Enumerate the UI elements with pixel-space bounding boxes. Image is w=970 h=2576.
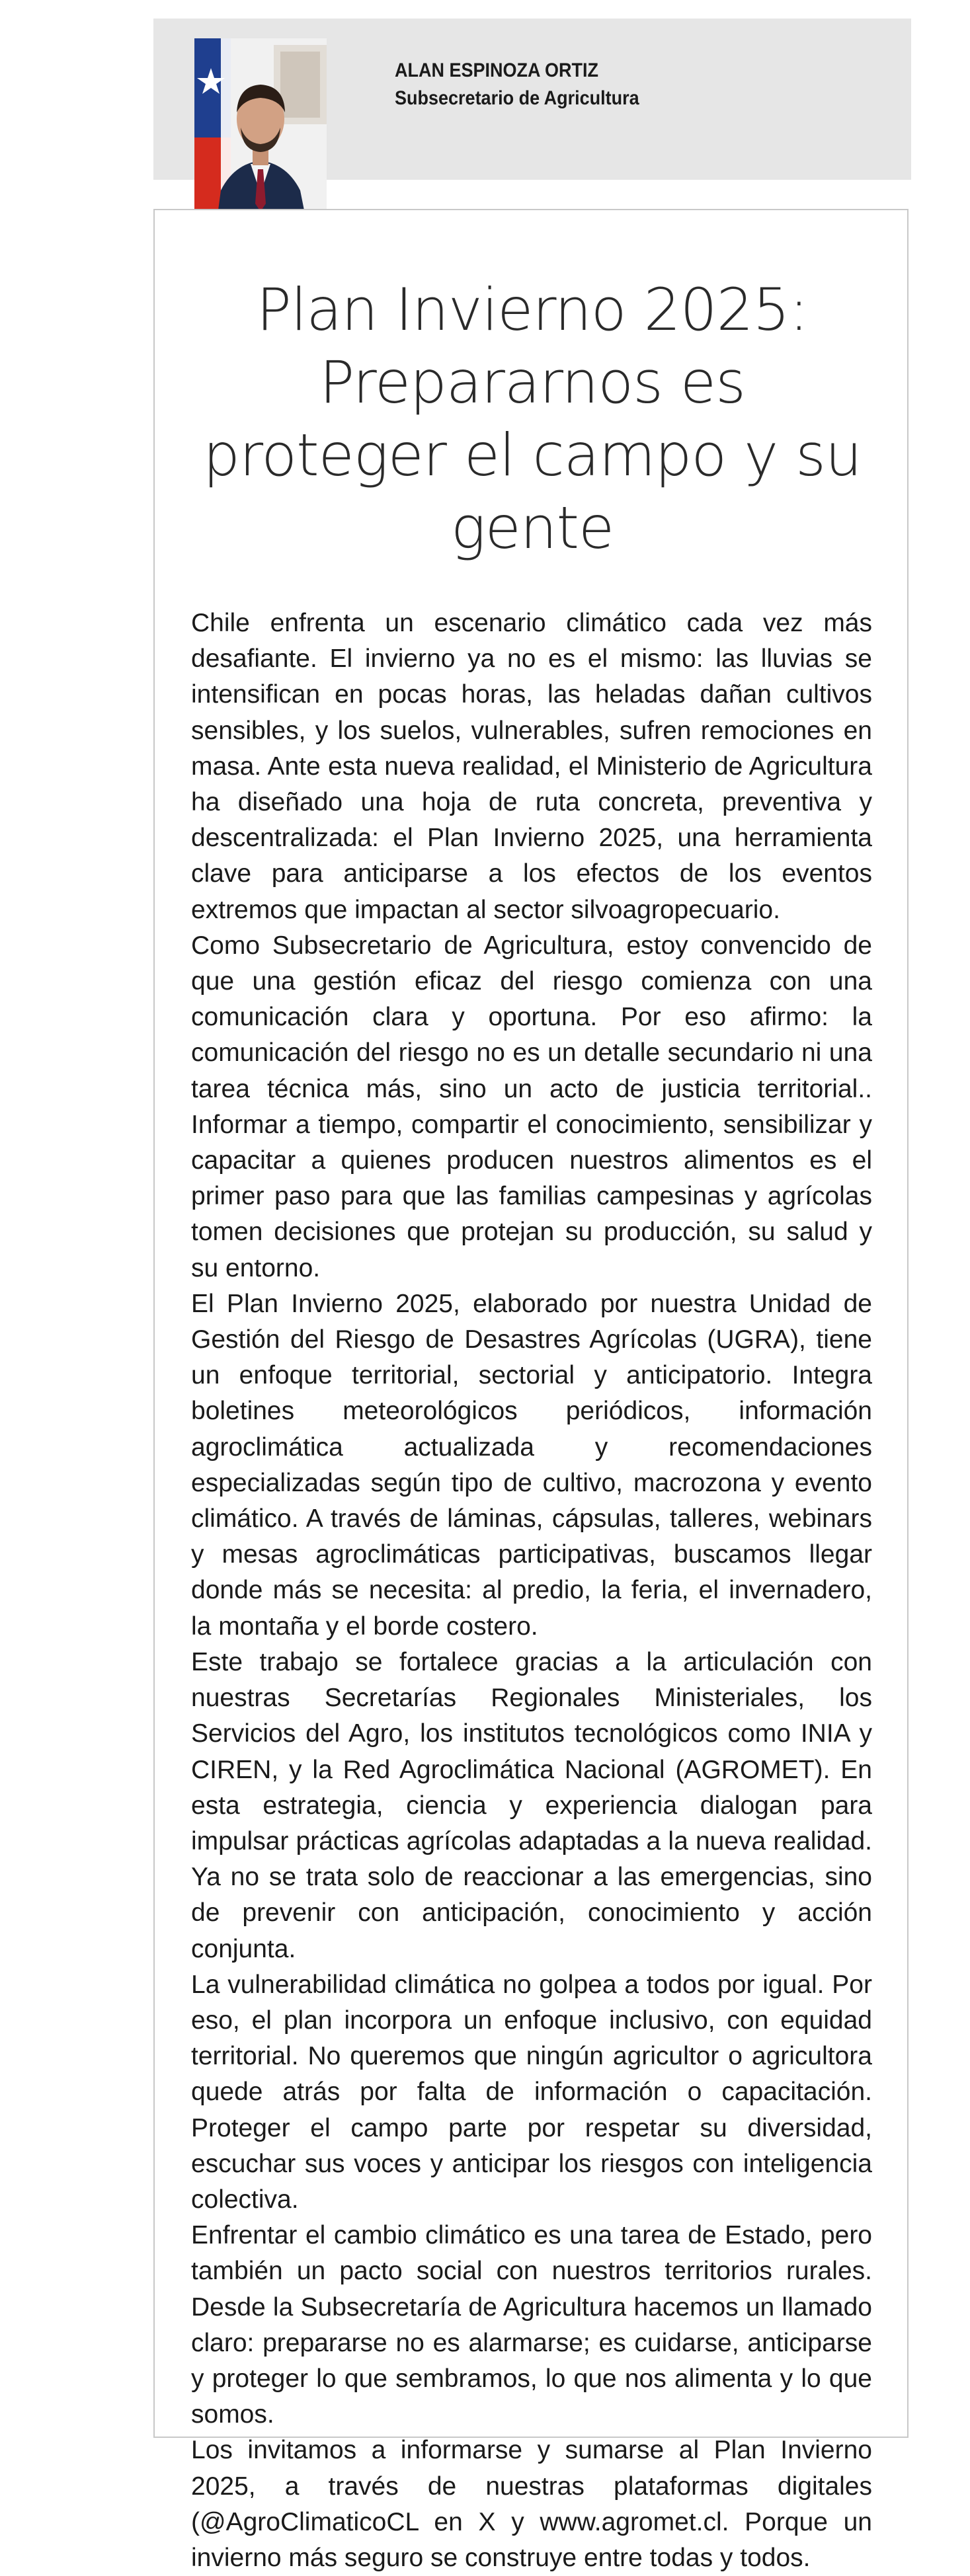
article-box: [153, 209, 909, 2572]
author-name: ALAN ESPINOZA ORTIZ: [395, 59, 598, 81]
paragraph: Enfrentar el cambio climático es una tarea de Estado, pero también un pacto social con nuestros territorios rurales. Desde la Subsecretaría de Agricultura hacemos un llamado claro: prepararse no es alarmarse; es cuidarse, anticiparse y proteger lo que sembramos, lo que nos alimenta y lo que somos.: [191, 2221, 872, 2429]
paragraph: Como Subsecretario de Agricultura, estoy convencido de que una gestión eficaz del riesgo comienza con una comunicación clara y oportuna. Por eso afirmo: la comunicación del riesgo no es un detalle secundario ni una tarea técnica más, sino un acto de justicia territorial.. Informar a tiempo, compartir el conocimiento, sensibilizar y capacitar a quienes producen nuestros alimentos es el primer paso para que las familias campesinas y agrícolas tomen decisiones que protejan su producción, su salud y su entorno.: [191, 931, 872, 1282]
author-role: Subsecretario de Agricultura: [395, 87, 639, 109]
author-block: [395, 59, 667, 110]
article-body: [191, 605, 872, 2576]
paragraph: La vulnerabilidad climática no golpea a todos por igual. Por eso, el plan incorpora un enfoque inclusivo, con equidad territorial. No queremos que ningún agricultor o agricultora quede atrás por falta de información o capacitación. Proteger el campo parte por respetar su diversidad, escuchar sus voces y anticipar los riesgos con inteligencia colectiva.: [191, 1970, 872, 2214]
paragraph: Los invitamos a informarse y sumarse al Plan Invierno 2025, a través de nuestras plataformas digitales (@AgroClimaticoCL en X y www.agromet.cl. Porque un invierno más seguro se construye entre todas y todos.: [191, 2436, 872, 2572]
article-title: Plan Invierno 2025: Prepararnos es proteger el campo y su gente: [203, 276, 862, 562]
paragraph: El Plan Invierno 2025, elaborado por nuestra Unidad de Gestión del Riesgo de Desastres Agrícolas (UGRA), tiene un enfoque territorial, sectorial y anticipatorio. Integra boletines meteorológicos periódicos, información agroclimática actualizada y recomendaciones especializadas según tipo de cultivo, macrozona y evento climático. A través de láminas, cápsulas, talleres, webinars y mesas agroclimáticas participativas, buscamos llegar donde más se necesita: al predio, la feria, el invernadero, la montaña y el borde costero.: [191, 1289, 872, 1641]
paragraph: Este trabajo se fortalece gracias a la articulación con nuestras Secretarías Regionales Ministeriales, los Servicios del Agro, los institutos tecnológicos como INIA y CIREN, y la Red Agroclimática Nacional (AGROMET). En esta estrategia, ciencia y experiencia dialogan para impulsar prácticas agrícolas adaptadas a la nueva realidad. Ya no se trata solo de reaccionar a las emergencias, sino de prevenir con anticipación, conocimiento y acción conjunta.: [191, 1647, 872, 1963]
paragraph: Chile enfrenta un escenario climático cada vez más desafiante. El invierno ya no es el mismo: las lluvias se intensifican en pocas horas, las heladas dañan cultivos sensibles, y los suelos, vulnerables, sufren remociones en masa. Ante esta nueva realidad, el Ministerio de Agricultura ha diseñado una hoja de ruta concreta, preventiva y descentralizada: el Plan Invierno 2025, una herramienta clave para anticiparse a los efectos de los eventos extremos que impactan al sector silvoagropecuario.: [191, 609, 872, 924]
author-header: [153, 19, 911, 180]
